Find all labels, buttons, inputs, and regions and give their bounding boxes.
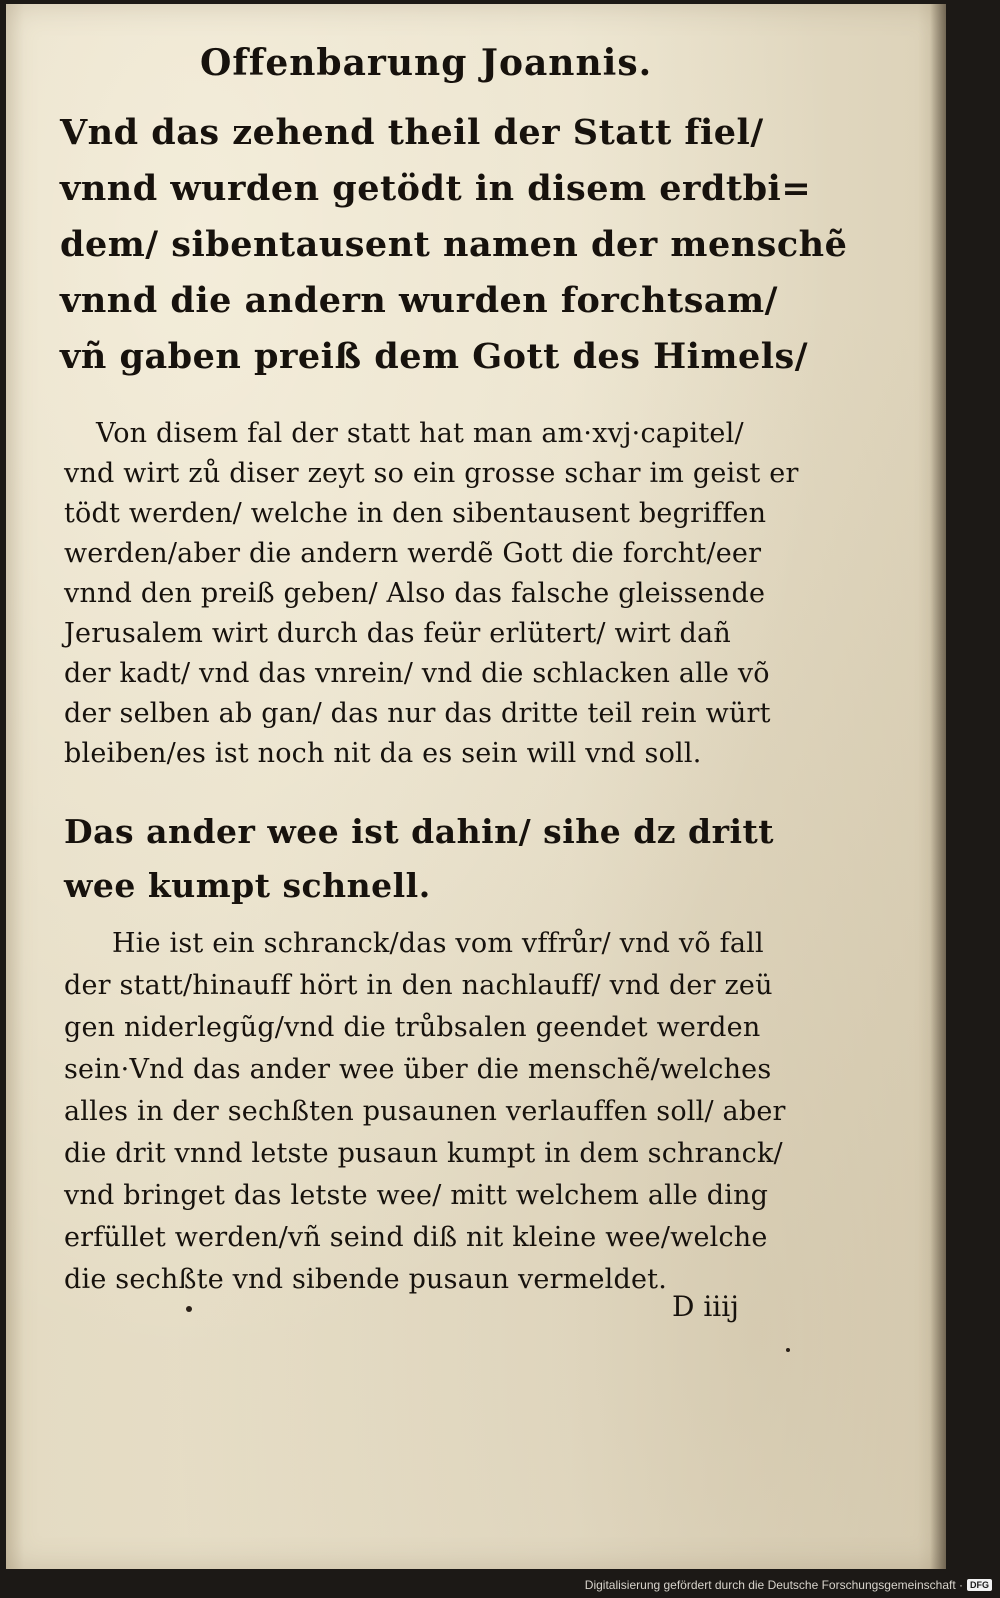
- ink-speck: [186, 1306, 192, 1312]
- verse-line: vnnd die andern wurden forchtsam/: [60, 280, 778, 321]
- verse-line: vñ gaben preiß dem Gott des Himels/: [60, 336, 809, 377]
- dfg-logo: DFG: [967, 1579, 992, 1591]
- credit-text: Digitalisierung gefördert durch die Deutsche Forschungsgemeinschaft ·: [584, 1578, 963, 1592]
- commentary-line: Jerusalem wirt durch das feür erlütert/ wirt dañ: [64, 618, 731, 649]
- digitization-credit: [585, 1578, 992, 1592]
- verse-line: Das ander wee ist dahin/ sihe dz dritt: [64, 812, 775, 851]
- verse-line: Vnd das zehend theil der Statt fiel/: [60, 112, 764, 153]
- commentary-line: werden/aber die andern werdẽ Gott die forcht/eer: [64, 538, 762, 569]
- commentary-line: der kadt/ vnd das vnrein/ vnd die schlacken alle võ: [64, 658, 770, 689]
- gutter-shadow: [930, 4, 946, 1569]
- commentary-line: der selben ab gan/ das nur das dritte teil rein würt: [64, 698, 771, 729]
- commentary-line: vnd wirt zů diser zeyt so ein grosse schar im geist er: [64, 458, 799, 489]
- commentary-line: Hie ist ein schranck/das vom vffrůr/ vnd võ fall: [112, 928, 764, 959]
- commentary-line: die sechßte vnd sibende pusaun vermeldet.: [64, 1264, 668, 1295]
- ink-speck: [786, 1348, 790, 1352]
- commentary-line: vnnd den preiß geben/ Also das falsche gleissende: [64, 578, 766, 609]
- commentary-line: sein·Vnd das ander wee über die menschẽ/welches: [64, 1054, 772, 1085]
- commentary-line: bleiben/es ist noch nit da es sein will vnd soll.: [64, 738, 702, 769]
- commentary-line: alles in der sechßten pusaunen verlauffen soll/ aber: [64, 1096, 786, 1127]
- commentary-line: gen niderlegũg/vnd die trůbsalen geendet werden: [64, 1012, 761, 1043]
- commentary-line: erfüllet werden/vñ seind diß nit kleine wee/welche: [64, 1222, 768, 1253]
- verse-line: dem/ sibentausent namen der menschẽ: [60, 224, 848, 265]
- commentary-line: tödt werden/ welche in den sibentausent begriffen: [64, 498, 767, 529]
- commentary-line: der statt/hinauff hört in den nachlauff/ vnd der zeü: [64, 970, 773, 1001]
- commentary-line: Von disem fal der statt hat man am·xvj·capitel/: [96, 418, 744, 449]
- verse-line: vnnd wurden getödt in disem erdtbi=: [60, 168, 812, 209]
- commentary-line: vnd bringet das letste wee/ mitt welchem alle ding: [64, 1180, 769, 1211]
- signature-mark: D iiij: [672, 1290, 739, 1323]
- running-head: Offenbarung Joannis.: [200, 42, 653, 84]
- verse-line: wee kumpt schnell.: [64, 866, 431, 905]
- commentary-line: die drit vnnd letste pusaun kumpt in dem schranck/: [64, 1138, 783, 1169]
